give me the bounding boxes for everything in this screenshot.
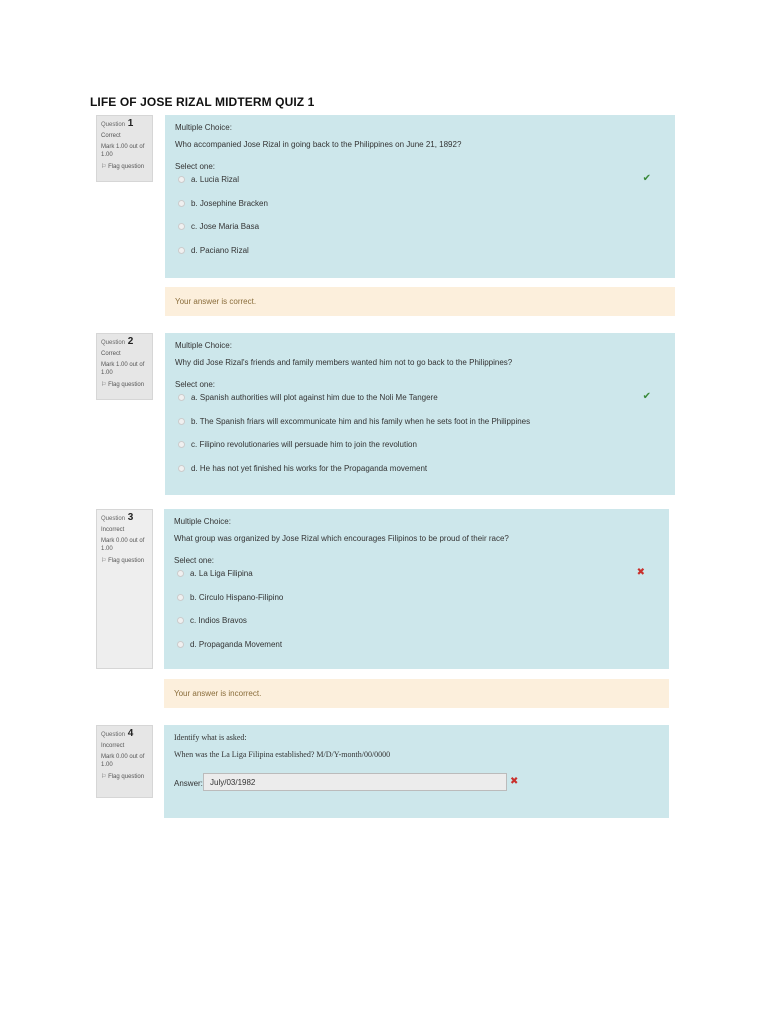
select-one-label: Select one: <box>175 162 216 171</box>
flag-icon: ⚐ <box>101 774 107 780</box>
question-content-2 <box>165 333 675 495</box>
radio-button[interactable] <box>178 394 185 401</box>
cross-icon: ✖ <box>510 776 519 787</box>
radio-button[interactable] <box>177 570 184 577</box>
question-info-1 <box>96 115 153 182</box>
cross-icon: ✖ <box>636 567 645 578</box>
select-one-label: Select one: <box>175 380 216 389</box>
question-state: Correct <box>101 133 121 139</box>
answer-option-c[interactable]: c. Indios Bravos <box>174 616 659 640</box>
answer-option-b[interactable]: b. The Spanish friars will excommunicate him and his family when he sets foot in the Philippines <box>175 417 665 441</box>
question-content-3 <box>164 509 669 669</box>
answer-option-d[interactable]: d. He has not yet finished his works for the Propaganda movement <box>175 464 665 488</box>
answer-option-c[interactable]: c. Filipino revolutionaries will persuade him to join the revolution <box>175 440 665 464</box>
check-icon: ✔ <box>642 173 651 184</box>
answer-option-a[interactable]: a. Spanish authorities will plot against him due to the Noli Me Tangere ✔ <box>175 393 665 417</box>
radio-button[interactable] <box>178 176 185 183</box>
answer-option-a[interactable]: a. La Liga Filipina ✖ <box>174 569 659 593</box>
question-number: Question 1 <box>101 118 134 129</box>
question-content-1 <box>165 115 675 278</box>
question-type: Multiple Choice: <box>174 517 231 526</box>
question-state: Incorrect <box>101 743 125 749</box>
answer-label: Answer: <box>174 779 203 788</box>
question-type: Identify what is asked: <box>174 733 247 742</box>
flag-icon: ⚐ <box>101 164 107 170</box>
question-text: Why did Jose Rizal's friends and family members wanted him not to go back to the Philippines? <box>175 358 513 367</box>
question-text: When was the La Liga Filipina established? M/D/Y-month/00/0000 <box>174 750 391 759</box>
answer-row <box>174 773 659 795</box>
question-content-4 <box>164 725 669 818</box>
question-number: Question 3 <box>101 512 134 523</box>
question-mark: Mark 1.00 out of 1.00 <box>101 144 145 158</box>
radio-button[interactable] <box>178 223 185 230</box>
answer-feedback: Your answer is incorrect. <box>164 679 669 708</box>
question-number: Question 2 <box>101 336 134 347</box>
answer-option-b[interactable]: b. Josephine Bracken <box>175 199 665 223</box>
answer-option-a[interactable]: a. Lucia Rizal ✔ <box>175 175 665 199</box>
flag-question-link[interactable]: ⚐ Flag question <box>101 774 145 780</box>
question-mark: Mark 0.00 out of 1.00 <box>101 538 145 552</box>
question-info-3 <box>96 509 153 669</box>
radio-button[interactable] <box>178 247 185 254</box>
answer-option-b[interactable]: b. Circulo Hispano-Filipino <box>174 593 659 617</box>
question-mark: Mark 1.00 out of 1.00 <box>101 362 145 376</box>
answer-option-c[interactable]: c. Jose Maria Basa <box>175 222 665 246</box>
question-text: What group was organized by Jose Rizal which encourages Filipinos to be proud of their race? <box>174 534 509 543</box>
question-text: Who accompanied Jose Rizal in going back to the Philippines on June 21, 1892? <box>175 140 462 149</box>
check-icon: ✔ <box>642 391 651 402</box>
flag-icon: ⚐ <box>101 558 107 564</box>
answer-input[interactable]: July/03/1982 <box>203 773 507 791</box>
radio-button[interactable] <box>177 594 184 601</box>
radio-button[interactable] <box>178 418 185 425</box>
question-state: Incorrect <box>101 527 125 533</box>
radio-button[interactable] <box>178 465 185 472</box>
question-mark: Mark 0.00 out of 1.00 <box>101 754 145 768</box>
radio-button[interactable] <box>177 617 184 624</box>
flag-question-link[interactable]: ⚐ Flag question <box>101 164 145 170</box>
question-state: Correct <box>101 351 121 357</box>
page-title: LIFE OF JOSE RIZAL MIDTERM QUIZ 1 <box>90 95 315 109</box>
select-one-label: Select one: <box>174 556 215 565</box>
flag-icon: ⚐ <box>101 382 107 388</box>
question-type: Multiple Choice: <box>175 341 232 350</box>
flag-question-link[interactable]: ⚐ Flag question <box>101 382 145 388</box>
radio-button[interactable] <box>177 641 184 648</box>
question-type: Multiple Choice: <box>175 123 232 132</box>
answer-feedback: Your answer is correct. <box>165 287 675 316</box>
question-number: Question 4 <box>101 728 134 739</box>
answer-option-d[interactable]: d. Paciano Rizal <box>175 246 665 270</box>
radio-button[interactable] <box>178 441 185 448</box>
answer-option-d[interactable]: d. Propaganda Movement <box>174 640 659 664</box>
flag-question-link[interactable]: ⚐ Flag question <box>101 558 145 564</box>
radio-button[interactable] <box>178 200 185 207</box>
question-info-2 <box>96 333 153 400</box>
question-info-4 <box>96 725 153 798</box>
